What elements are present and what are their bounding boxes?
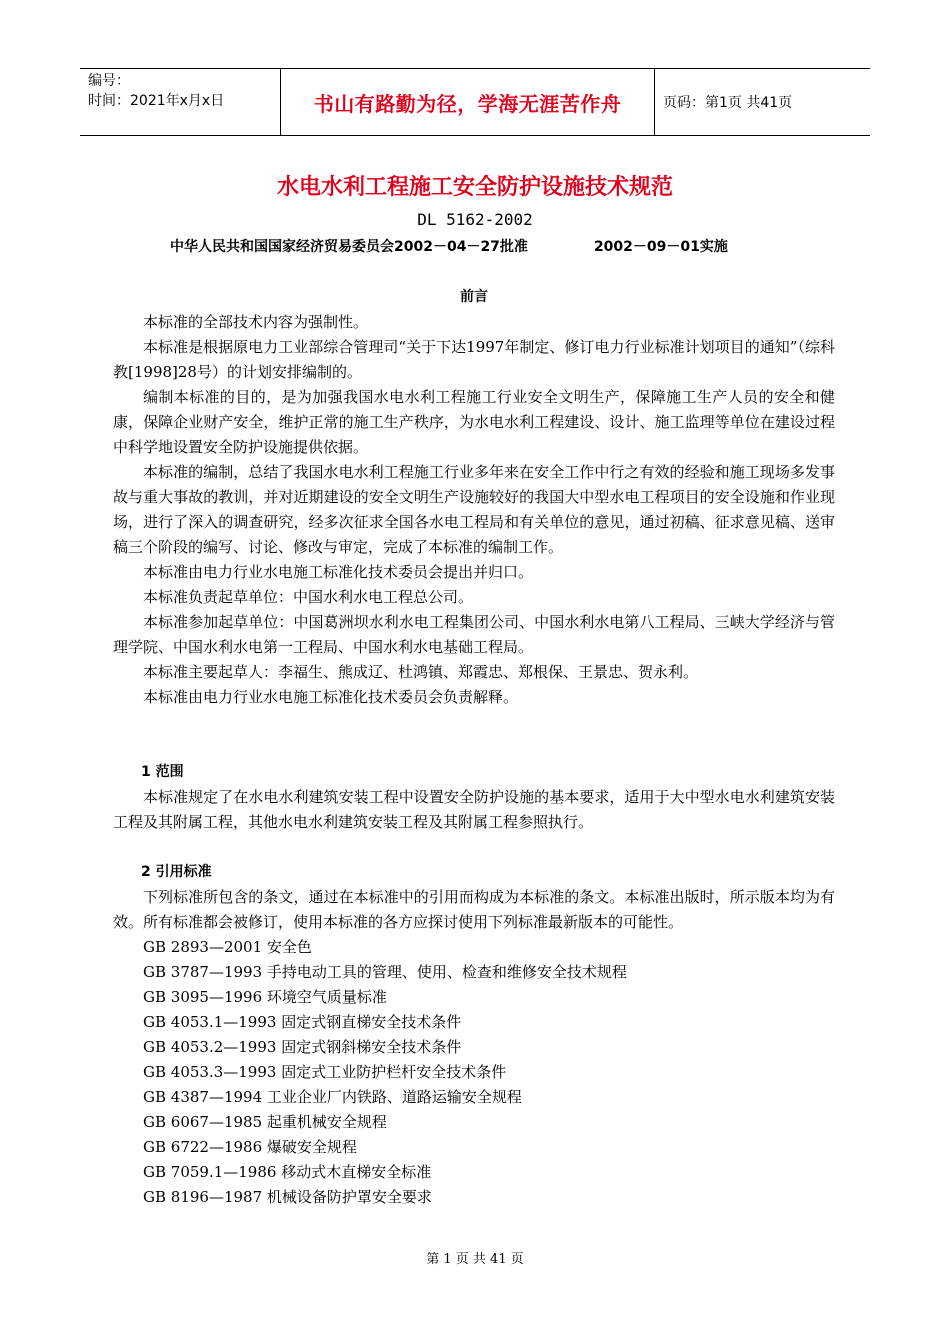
standard-item: GB 4053.2—1993 固定式钢斜梯安全技术条件: [143, 1038, 462, 1056]
preface-paragraph: 本标准由电力行业水电施工标准化技术委员会负责解释。: [143, 688, 519, 706]
document-body: [113, 285, 835, 1210]
section-2-text: 下列标准所包含的条文，通过在本标准中的引用而构成为本标准的条文。本标准出版时，所示版本均为有效。所有标准都会被修订，使用本标准的各方应探讨使用下列标准最新版本的可能性。: [113, 888, 835, 931]
spacer: [113, 835, 835, 860]
spacer: [113, 710, 835, 760]
preface-paragraph: 本标准负责起草单位：中国水利水电工程总公司。: [143, 588, 474, 606]
header-time-label: 时间：2021年x月x日: [88, 93, 225, 109]
page-footer: 第 1 页 共 41 页: [426, 1252, 524, 1267]
document-header: [80, 68, 870, 136]
standard-item: GB 4053.1—1993 固定式钢直梯安全技术条件: [143, 1013, 462, 1031]
header-motto: 书山有路勤为径，学海无涯苦作舟: [281, 69, 655, 135]
header-page-info: 页码：第1页 共41页: [663, 95, 793, 111]
preface-paragraph: 本标准的编制，总结了我国水电水利工程施工行业多年来在安全工作中行之有效的经验和施工现场多发事故与重大事故的教训，并对近期建设的安全文明生产设施较好的我国大中型水电工程项目的安全设施和作业现场，进行了深入的调查研究，经多次征求全国各水电工程局和有关单位的意见，通过初稿、征求意见稿、送审稿三个阶段的编写、讨论、修改与审定，完成了本标准的编制工作。: [113, 463, 835, 556]
standard-item: GB 4053.3—1993 固定式工业防护栏杆安全技术条件: [143, 1063, 507, 1081]
section-1-title: 1 范围: [141, 764, 184, 780]
section-1-text: 本标准规定了在水电水利建筑安装工程中设置安全防护设施的基本要求，适用于大中型水电水利建筑安装工程及其附属工程，其他水电水利建筑安装工程及其附属工程参照执行。: [113, 788, 835, 831]
preface-paragraph: 本标准是根据原电力工业部综合管理司“关于下达1997年制定、修订电力行业标准计划项目的通知”（综科教[1998]28号）的计划安排编制的。: [113, 338, 835, 381]
standard-item: GB 6067—1985 起重机械安全规程: [143, 1113, 387, 1131]
preface-paragraph: 本标准主要起草人：李福生、熊成辽、杜鸿镇、郑霞忠、郑根保、王景忠、贺永利。: [143, 663, 699, 681]
preface-paragraph: 本标准由电力行业水电施工标准化技术委员会提出并归口。: [143, 563, 534, 581]
preface-paragraph: 本标准参加起草单位：中国葛洲坝水利水电工程集团公司、中国水利水电第八工程局、三峡大学经济与管理学院、中国水利水电第一工程局、中国水利水电基础工程局。: [113, 613, 835, 656]
standard-item: GB 6722—1986 爆破安全规程: [143, 1138, 357, 1156]
standard-item: GB 4387—1994 工业企业厂内铁路、道路运输安全规程: [143, 1088, 522, 1106]
standard-item: GB 2893—2001 安全色: [143, 938, 312, 956]
standard-item: GB 8196—1987 机械设备防护罩安全要求: [143, 1188, 432, 1206]
standard-item: GB 7059.1—1986 移动式木直梯安全标准: [143, 1163, 432, 1181]
preface-paragraph: 编制本标准的目的，是为加强我国水电水利工程施工行业安全文明生产，保障施工生产人员的安全和健康，保障企业财产安全，维护正常的施工生产秩序，为水电水利工程建设、设计、施工监理等单位在建设过程中科学地设置安全防护设施提供依据。: [113, 388, 835, 456]
preface-title: 前言: [460, 289, 488, 305]
section-2-title: 2 引用标准: [141, 864, 212, 880]
header-meta: [80, 69, 281, 135]
approval-text: 中华人民共和国国家经济贸易委员会2002－04－27批准: [170, 239, 528, 255]
referenced-standards-list: [113, 935, 835, 1210]
standard-item: GB 3787—1993 手持电动工具的管理、使用、检查和维修安全技术规程: [143, 963, 627, 981]
approval-line: [170, 236, 728, 256]
standard-item: GB 3095—1996 环境空气质量标准: [143, 988, 387, 1006]
preface-paragraph: 本标准的全部技术内容为强制性。: [143, 313, 369, 331]
header-number-label: 编号：: [88, 73, 130, 89]
implementation-text: 2002－09－01实施: [593, 239, 728, 255]
document-title: 水电水利工程施工安全防护设施技术规范: [276, 175, 673, 200]
document-code: DL 5162-2002: [417, 210, 533, 229]
